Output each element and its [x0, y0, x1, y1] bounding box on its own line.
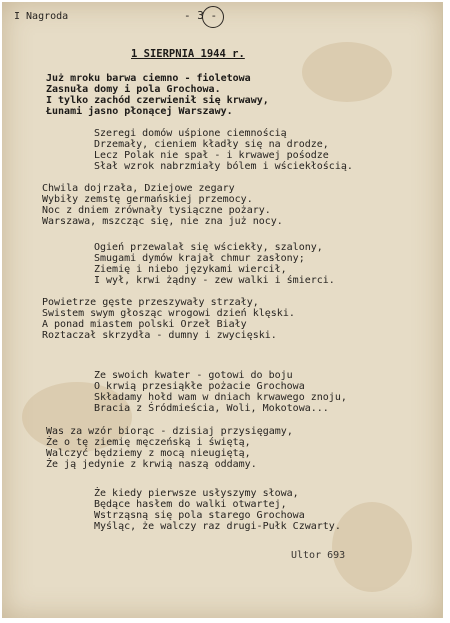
poem-title: 1 SIERPNIA 1944 r. — [131, 48, 245, 60]
poem-line: Chwila dojrzała, Dziejowe zegary — [42, 183, 235, 194]
poem-line: Warszawa, mszcząc się, nie zna już nocy. — [42, 216, 283, 227]
poem-line: Ziemię i niebo językami wiercił, — [94, 264, 287, 275]
poem-line: Noc z dniem zrównały tysiączne pożary. — [42, 205, 271, 216]
poem-line: Bracia z Śródmieścia, Woli, Mokotowa... — [94, 403, 329, 414]
poem-line: I wył, krwi żądny - zew walki i śmierci. — [94, 275, 335, 286]
poem-line: Zasnuła domy i pola Grochowa. — [46, 84, 221, 95]
poem-line: Że kiedy pierwsze usłyszymy słowa, — [94, 488, 299, 499]
poem-line: Już mroku barwa ciemno - fioletowa — [46, 73, 251, 84]
poem-line: Składamy hołd wam w dniach krwawego znoju, — [94, 392, 347, 403]
document-page — [2, 2, 443, 618]
poem-line: Słał wzrok nabrzmiały bólem i wściekłością. — [94, 161, 353, 172]
poem-line: O krwią przesiąkłe pożacie Grochowa — [94, 381, 305, 392]
poem-line: Smugami dymów krajał chmur zasłony; — [94, 253, 305, 264]
poem-line: I tylko zachód czerwienił się krwawy, — [46, 95, 269, 106]
poem-line: Szeregi domów uśpione ciemnością — [94, 128, 287, 139]
poem-line: Drzemały, cieniem kładły się na drodze, — [94, 139, 329, 150]
poem-line: Łunami jasno płonącej Warszawy. — [46, 106, 233, 117]
poem-line: Walczyć będziemy z mocą nieugiętą, — [46, 448, 251, 459]
poem-line: Ogień przewalał się wściekły, szalony, — [94, 242, 323, 253]
poem-line: Swistem swym głosząc wrogowi dzień klęski. — [42, 308, 295, 319]
poem-line: Wstrząsną się pola starego Grochowa — [94, 510, 305, 521]
poem-line: Że o tę ziemię męczeńską i świętą, — [46, 437, 251, 448]
poem-line: Będące hasłem do walki otwartej, — [94, 499, 287, 510]
poem-line: Że ją jedynie z krwią naszą oddamy. — [46, 459, 257, 470]
poem-line: Roztaczał skrzydła - dumny i zwycięski. — [42, 330, 277, 341]
poem-line: A ponad miastem polski Orzeł Biały — [42, 319, 247, 330]
poem-line: Ze swoich kwater - gotowi do boju — [94, 370, 293, 381]
header-award: I Nagroda — [14, 11, 69, 22]
poem-line: Powietrze gęste przeszywały strzały, — [42, 297, 259, 308]
poem-line: Lecz Polak nie spał - i krwawej pośodze — [94, 150, 329, 161]
poem-line: Wybiły zemstę germańskiej przemocy. — [42, 194, 253, 205]
page-number: - 3 - — [184, 9, 218, 22]
paper-stain — [302, 42, 392, 102]
signature: Ultor 693 — [291, 550, 346, 561]
poem-line: Myśląc, że walczy raz drugi-Pułk Czwarty. — [94, 521, 341, 532]
paper-stain — [332, 502, 412, 592]
poem-line: Was za wzór biorąc - dzisiaj przysięgamy, — [46, 426, 293, 437]
